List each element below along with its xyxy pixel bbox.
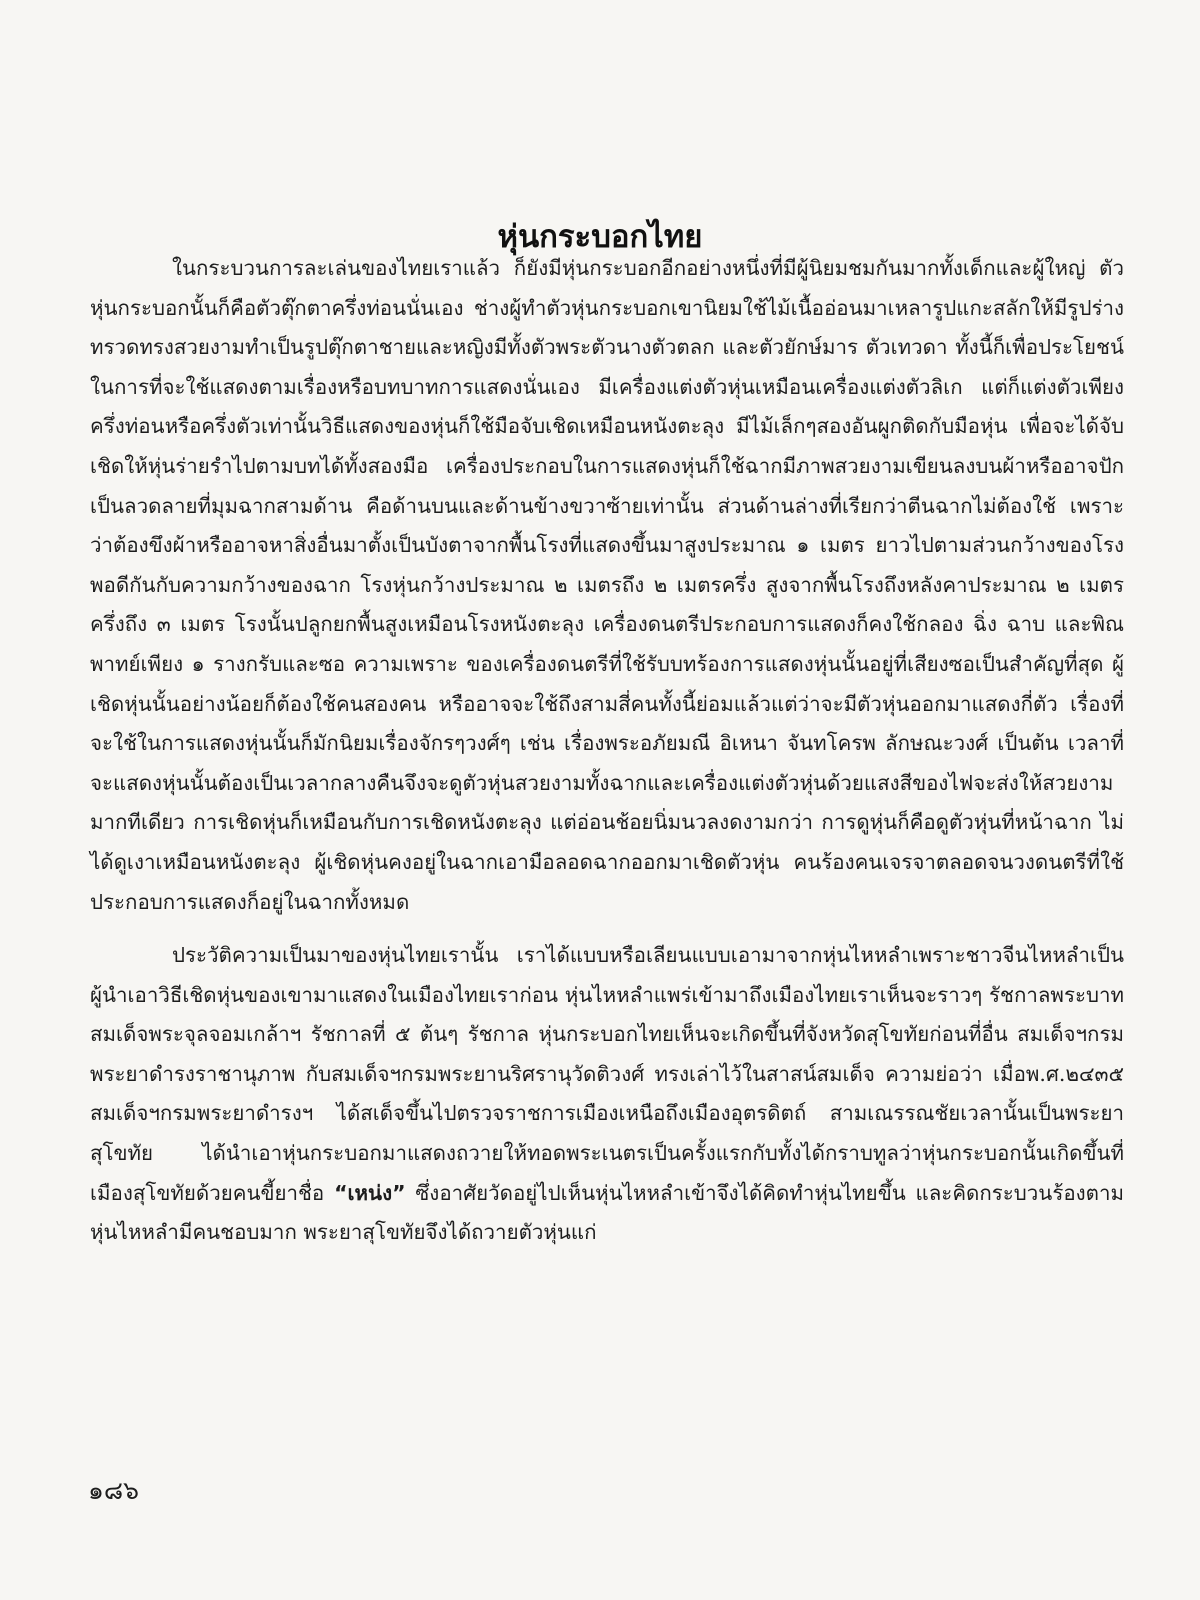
page-title: หุ่นกระบอกไทย: [497, 218, 703, 255]
paragraph-2-text-after: ซึ่งอาศัยวัดอยู่ไปเห็นหุ่นไหหลำเข้าจึงได้คิดทำหุ่นไทยขึ้น และคิดกระบวนร้องตามหุ่นไหหลำมีคนชอบมาก พระยาสุโขทัยจึงได้ถวายตัวหุ่นแก่: [90, 1180, 1124, 1245]
paragraph-2-text-before: ประวัติความเป็นมาของหุ่นไทยเรานั้น เราได้แบบหรือเลียนแบบเอามาจากหุ่นไหหลำเพราะชาวจีนไหหลำเป็นผู้นำเอาวิธีเชิดหุ่นของเขามาแสดงในเมืองไทยเราก่อน หุ่นไหหลำแพร่เข้ามาถึงเมืองไทยเราเห็นจะราวๆ รัชกาลพระบาทสมเด็จพระจุลจอมเกล้าฯ รัชกาลที่ ๕ ต้นๆ รัชกาล หุ่นกระบอกไทยเห็นจะเกิดขึ้นที่จังหวัดสุโขทัยก่อนที่อื่น สมเด็จฯกรมพระยาดำรงราชานุภาพ กับสมเด็จฯกรมพระยานริศรานุวัดติวงศ์ ทรงเล่าไว้ในสาสน์สมเด็จ ความย่อว่า เมื่อพ.ศ.๒๔๓๕ สมเด็จฯกรมพระยาดำรงฯ ได้สเด็จขึ้นไปตรวจราชการเมืองเหนือถึงเมืองอุตรดิตถ์ สามเณรรณชัยเวลานั้นเป็นพระยาสุโขทัย ได้นำเอาหุ่นกระบอกมาแสดงถวายให้ทอดพระเนตรเป็นครั้งแรกกับทั้งได้กราบทูลว่าหุ่นกระบอกนั้นเกิดขึ้นที่เมืองสุโขทัยด้วยคนขี้ยาชื่อ: [90, 943, 1124, 1205]
paragraph-2: [90, 936, 1124, 1253]
quoted-name: “เหน่ง”: [334, 1180, 406, 1205]
article-body: [90, 249, 1124, 1253]
page-number: ๑๘๖: [88, 1476, 140, 1505]
paragraph-1: ในกระบวนการละเล่นของไทยเราแล้ว ก็ยังมีหุ่นกระบอกอีกอย่างหนึ่งที่มีผู้นิยมชมกันมากทั้งเด็กและผู้ใหญ่ ตัวหุ่นกระบอกนั้นก็คือตัวตุ๊กตาครึ่งท่อนนั่นเอง ช่างผู้ทำตัวหุ่นกระบอกเขานิยมใช้ไม้เนื้ออ่อนมาเหลารูปแกะสลักให้มีรูปร่างทรวดทรงสวยงามทำเป็นรูปตุ๊กตาชายและหญิงมีทั้งตัวพระตัวนางตัวตลก และตัวยักษ์มาร ตัวเทวดา ทั้งนี้ก็เพื่อประโยชน์ในการที่จะใช้แสดงตามเรื่องหรือบทบาทการแสดงนั่นเอง มีเครื่องแต่งตัวหุ่นเหมือนเครื่องแต่งตัวลิเก แต่ก็แต่งตัวเพียงครึ่งท่อนหรือครึ่งตัวเท่านั้นวิธีแสดงของหุ่นก็ใช้มือจับเชิดเหมือนหนังตะลุง มีไม้เล็กๆสองอันผูกติดกับมือหุ่น เพื่อจะได้จับเชิดให้หุ่นร่ายรำไปตามบทได้ทั้งสองมือ เครื่องประกอบในการแสดงหุ่นก็ใช้ฉากมีภาพสวยงามเขียนลงบนผ้าหรืออาจปักเป็นลวดลายที่มุมฉากสามด้าน คือด้านบนและด้านข้างขวาซ้ายเท่านั้น ส่วนด้านล่างที่เรียกว่าตีนฉากไม่ต้องใช้ เพราะว่าต้องขึงผ้าหรืออาจหาสิ่งอื่นมาตั้งเป็นบังตาจากพื้นโรงที่แสดงขึ้นมาสูงประมาณ ๑ เมตร ยาวไปตามส่วนกว้างของโรงพอดีกันกับความกว้างของฉาก โรงหุ่นกว้างประมาณ ๒ เมตรถึง ๒ เมตรครึ่ง สูงจากพื้นโรงถึงหลังคาประมาณ ๒ เมตรครึ่งถึง ๓ เมตร โรงนั้นปลูกยกพื้นสูงเหมือนโรงหนังตะลุง เครื่องดนตรีประกอบการแสดงก็คงใช้กลอง ฉิ่ง ฉาบ และพิณพาทย์เพียง ๑ รางกรับและซอ ความเพราะ ของเครื่องดนตรีที่ใช้รับบทร้องการแสดงหุ่นนั้นอยู่ที่เสียงซอเป็นสำคัญที่สุด ผู้เชิดหุ่นนั้นอย่างน้อยก็ต้องใช้คนสองคน หรืออาจจะใช้ถึงสามสี่คนทั้งนี้ย่อมแล้วแต่ว่าจะมีตัวหุ่นออกมาแสดงกี่ตัว เรื่องที่จะใช้ในการแสดงหุ่นนั้นก็มักนิยมเรื่องจักรๆวงศ์ๆ เช่น เรื่องพระอภัยมณี อิเหนา จันทโครพ ลักษณะวงศ์ เป็นต้น เวลาที่จะแสดงหุ่นนั้นต้องเป็นเวลากลางคืนจึงจะดูตัวหุ่นสวยงามทั้งฉากและเครื่องแต่งตัวหุ่นด้วยแสงสีของไฟจะส่งให้สวยงามมากทีเดียว การเชิดหุ่นก็เหมือนกับการเชิดหนังตะลุง แต่อ่อนช้อยนิ่มนวลงดงามกว่า การดูหุ่นก็คือดูตัวหุ่นที่หน้าฉาก ไม่ได้ดูเงาเหมือนหนังตะลุง ผู้เชิดหุ่นคงอยู่ในฉากเอามือลอดฉากออกมาเชิดตัวหุ่น คนร้องคนเจรจาตลอดจนวงดนตรีที่ใช้ประกอบการแสดงก็อยู่ในฉากทั้งหมด: [90, 256, 1124, 914]
